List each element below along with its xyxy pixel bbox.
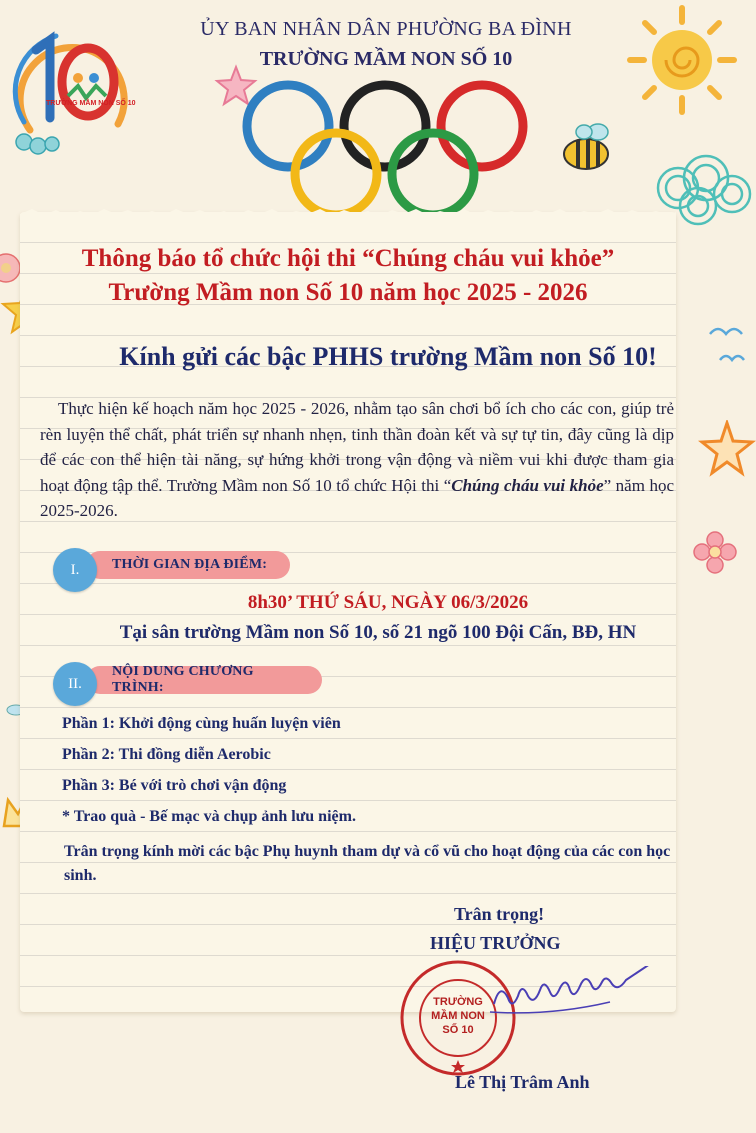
intro-paragraph <box>40 396 674 524</box>
header-authority: ỦY BAN NHÂN DÂN PHƯỜNG BA ĐÌNH <box>200 18 572 40</box>
signer-name: Lê Thị Trâm Anh <box>455 1072 590 1092</box>
stamp-line: SỐ 10 <box>442 1024 474 1036</box>
section-number-badge: II. <box>53 662 97 706</box>
school-logo-text: TRƯỜNG MẦM NON SỐ 10 <box>46 100 136 107</box>
school-logo <box>6 26 136 156</box>
intro-text-end: ” năm học 2025-2026. <box>40 475 674 520</box>
stamp-line: TRƯỜNG <box>433 996 483 1008</box>
intro-text: Thực hiện kế hoạch năm học 2025 - 2026, nhằm tạo sân chơi bổ ích cho các con, giúp trẻ rèn luyện thể chất, phát triển sự nhanh nhẹn, tinh thần đoàn kết và sự tự tin, đây cũng là dịp để các con thể hiện tài năng, sự hứng khởi trong vận động và niềm vui khi được tham gia hoạt động tập thể. Trường Mầm non Số 10 tổ chức Hội thi “ <box>40 399 674 495</box>
invitation-text: Trân trọng kính mời các bậc Phụ huynh tham dự và cổ vũ cho hoạt động của các con học sinh. <box>64 843 671 884</box>
header-school-name: TRƯỜNG MẦM NON SỐ 10 <box>259 48 513 70</box>
stamp-line: MẦM NON <box>431 1010 485 1022</box>
event-time: 8h30’ THỨ SÁU, NGÀY 06/3/2026 <box>247 592 529 613</box>
closing-phrase: Trân trọng! <box>454 904 545 924</box>
orange-star-icon <box>698 420 756 478</box>
section-number-badge: I. <box>53 548 97 592</box>
program-item: Phần 3: Bé với trò chơi vận động <box>62 777 287 794</box>
program-item: Phần 2: Thi đồng diễn Aerobic <box>62 746 271 763</box>
announcement-subtitle: Trường Mầm non Số 10 năm học 2025 - 2026 <box>108 279 588 306</box>
greeting: Kính gửi các bậc PHHS trường Mầm non Số 10! <box>119 342 657 371</box>
program-item: Phần 1: Khởi động cùng huấn luyện viên <box>62 715 341 732</box>
bee-icon <box>556 118 620 176</box>
signer-role: HIỆU TRƯỞNG <box>430 933 561 953</box>
section-time-place-heading <box>86 551 290 579</box>
section-heading-label: NỘI DUNG CHƯƠNG TRÌNH: <box>112 664 254 695</box>
handwritten-signature <box>486 966 676 1026</box>
contest-name: Chúng cháu vui khỏe <box>451 475 604 495</box>
flower-icon <box>692 530 738 576</box>
announcement-title: Thông báo tổ chức hội thi “Chúng cháu vui khỏe” <box>81 245 615 272</box>
section-program-heading <box>86 666 322 694</box>
paper-torn-edge <box>20 206 676 220</box>
event-place: Tại sân trường Mầm non Số 10, số 21 ngõ 100 Đội Cấn, BĐ, HN <box>119 622 637 643</box>
section-heading-label: THỜI GIAN ĐỊA ĐIỂM: <box>112 557 268 572</box>
program-item: * Trao quà - Bế mạc và chụp ảnh lưu niệm. <box>62 808 356 825</box>
